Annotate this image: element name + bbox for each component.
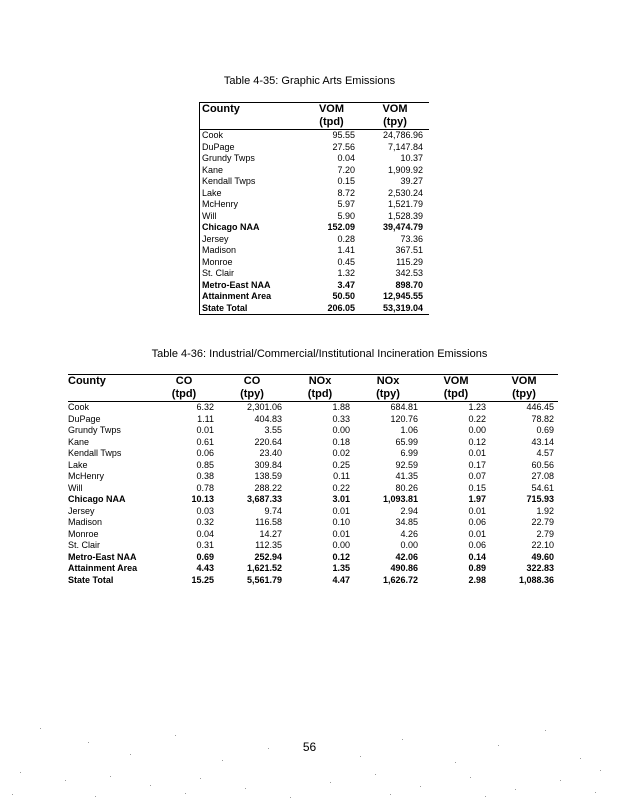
value-cell: 322.83 <box>526 563 554 573</box>
value-cell: 0.15 <box>337 176 355 186</box>
table-row <box>68 414 558 426</box>
value-cell: 2.79 <box>536 528 554 539</box>
table-row <box>68 483 558 495</box>
value-cell: 1.35 <box>332 563 350 573</box>
value-cell: 0.15 <box>468 482 486 493</box>
value-cell: 1,621.52 <box>246 563 282 573</box>
county-cell: DuPage <box>68 413 101 424</box>
value-cell: 446.45 <box>526 402 554 412</box>
value-cell: 0.22 <box>332 482 350 493</box>
value-cell: 1.88 <box>332 402 350 412</box>
value-cell: 92.59 <box>395 459 418 470</box>
value-cell: 1.41 <box>337 245 355 255</box>
value-cell: 288.22 <box>254 482 282 493</box>
value-cell: 0.69 <box>196 551 214 562</box>
value-cell: 2,301.06 <box>246 402 282 412</box>
value-cell: 1,093.81 <box>382 494 418 504</box>
table-body <box>200 130 430 315</box>
county-cell: St. Clair <box>202 268 235 278</box>
value-cell: 78.82 <box>531 413 554 424</box>
county-cell: Jersey <box>68 505 95 516</box>
value-cell: 0.45 <box>337 256 355 267</box>
column-unit: (tpy) <box>361 116 429 130</box>
table-row <box>200 234 430 246</box>
value-cell: 5.90 <box>337 210 355 221</box>
table-row <box>200 211 430 223</box>
county-cell: Cook <box>202 130 224 140</box>
value-cell: 715.93 <box>526 494 554 504</box>
value-cell: 1.06 <box>400 425 418 435</box>
value-cell: 0.61 <box>196 436 214 447</box>
value-cell: 3.55 <box>264 425 282 435</box>
value-cell: 39.27 <box>400 176 423 186</box>
table-row <box>68 471 558 483</box>
value-cell: 0.01 <box>196 425 214 435</box>
county-cell: McHenry <box>68 471 105 481</box>
table-row <box>68 437 558 449</box>
value-cell: 3.47 <box>337 279 355 290</box>
value-cell: 34.85 <box>395 517 418 527</box>
value-cell: 0.06 <box>468 517 486 527</box>
county-cell: Madison <box>202 245 237 255</box>
value-cell: 22.79 <box>531 517 554 527</box>
table-row <box>68 425 558 437</box>
value-cell: 15.25 <box>191 574 214 585</box>
value-cell: 1,909.92 <box>387 164 423 175</box>
value-cell: 39,474.79 <box>382 222 423 232</box>
county-cell: Will <box>202 210 217 221</box>
graphic-arts-emissions-table <box>199 102 429 315</box>
value-cell: 0.04 <box>337 153 355 163</box>
table-row <box>200 245 430 257</box>
value-cell: 1.32 <box>337 268 355 278</box>
value-cell: 342.53 <box>395 268 423 278</box>
value-cell: 898.70 <box>395 279 423 290</box>
column-header: VOM <box>302 103 361 117</box>
column-header: VOM <box>361 103 429 117</box>
column-unit: (tpd) <box>422 388 490 402</box>
column-header: County <box>68 375 150 389</box>
value-cell: 50.50 <box>332 291 355 301</box>
column-unit: (tpd) <box>302 116 361 130</box>
value-cell: 252.94 <box>254 551 282 562</box>
value-cell: 0.38 <box>196 471 214 481</box>
value-cell: 0.06 <box>196 448 214 458</box>
value-cell: 6.99 <box>400 448 418 458</box>
value-cell: 309.84 <box>254 459 282 470</box>
value-cell: 0.00 <box>400 540 418 550</box>
table-row <box>200 153 430 165</box>
table-body <box>68 402 558 587</box>
value-cell: 120.76 <box>390 413 418 424</box>
value-cell: 0.00 <box>332 540 350 550</box>
table-row <box>68 506 558 518</box>
value-cell: 1.92 <box>536 505 554 516</box>
value-cell: 23.40 <box>259 448 282 458</box>
table-row <box>200 291 430 303</box>
table-row <box>68 563 558 575</box>
table-row <box>200 176 430 188</box>
value-cell: 60.56 <box>531 459 554 470</box>
value-cell: 7.20 <box>337 164 355 175</box>
value-cell: 3,687.33 <box>246 494 282 504</box>
value-cell: 10.37 <box>400 153 423 163</box>
value-cell: 43.14 <box>531 436 554 447</box>
value-cell: 1.97 <box>468 494 486 504</box>
value-cell: 4.57 <box>536 448 554 458</box>
value-cell: 8.72 <box>337 187 355 198</box>
value-cell: 27.56 <box>332 141 355 152</box>
value-cell: 5.97 <box>337 199 355 209</box>
value-cell: 0.03 <box>196 505 214 516</box>
county-cell: State Total <box>68 574 114 585</box>
value-cell: 112.35 <box>255 540 282 550</box>
value-cell: 0.85 <box>196 459 214 470</box>
value-cell: 404.83 <box>254 413 282 424</box>
value-cell: 367.51 <box>395 245 423 255</box>
column-header: VOM <box>490 375 558 389</box>
value-cell: 206.05 <box>302 303 361 315</box>
table-row <box>68 402 558 414</box>
county-cell: McHenry <box>202 199 239 209</box>
value-cell: 1,626.72 <box>382 574 418 585</box>
column-header: VOM <box>422 375 490 389</box>
value-cell: 2.94 <box>400 505 418 516</box>
value-cell: 0.89 <box>468 563 486 573</box>
value-cell: 0.11 <box>333 471 350 481</box>
value-cell: 0.01 <box>332 528 350 539</box>
value-cell: 490.86 <box>390 563 418 573</box>
value-cell: 12,945.55 <box>382 291 423 301</box>
table-row <box>68 575 558 587</box>
table-row <box>200 130 430 142</box>
county-cell: Chicago NAA <box>202 222 260 232</box>
county-cell: Jersey <box>202 233 229 244</box>
county-cell: Lake <box>202 187 222 198</box>
value-cell: 152.09 <box>327 222 355 232</box>
table-row <box>68 529 558 541</box>
county-cell: DuPage <box>202 141 235 152</box>
value-cell: 2.98 <box>468 574 486 585</box>
value-cell: 0.00 <box>332 425 350 435</box>
value-cell: 0.04 <box>196 528 214 539</box>
county-cell: State Total <box>200 303 303 315</box>
table-row <box>200 199 430 211</box>
column-header: CO <box>218 375 286 389</box>
column-unit: (tpd) <box>150 388 218 402</box>
value-cell: 1.23 <box>468 402 486 412</box>
table-row <box>68 552 558 564</box>
county-cell: Attainment Area <box>202 291 272 301</box>
county-cell: Grundy Twps <box>68 425 121 435</box>
county-cell: Monroe <box>68 528 99 539</box>
value-cell: 0.12 <box>468 436 486 447</box>
value-cell: 24,786.96 <box>382 130 423 140</box>
value-cell: 0.01 <box>332 505 350 516</box>
table-row <box>200 165 430 177</box>
value-cell: 53,319.04 <box>361 303 429 315</box>
county-cell: Will <box>68 482 83 493</box>
table-row <box>68 460 558 472</box>
value-cell: 2,530.24 <box>387 187 423 198</box>
table-row <box>200 268 430 280</box>
table-row <box>200 222 430 234</box>
table-36-caption: Table 4-36: Industrial/Commercial/Institutional Incineration Emissions <box>151 348 488 360</box>
value-cell: 6.32 <box>196 402 214 412</box>
value-cell: 0.14 <box>468 551 486 562</box>
page-number: 56 <box>302 740 317 754</box>
table-row <box>200 280 430 292</box>
value-cell: 49.60 <box>531 551 554 562</box>
table-row <box>200 188 430 200</box>
table-row <box>200 303 430 315</box>
value-cell: 0.18 <box>332 436 350 447</box>
value-cell: 5,561.79 <box>246 574 282 585</box>
table-header-row <box>200 103 430 117</box>
value-cell: 0.33 <box>332 413 350 424</box>
table-row <box>68 448 558 460</box>
county-cell: Kendall Twps <box>68 448 122 458</box>
value-cell: 65.99 <box>395 436 418 447</box>
table-row <box>68 517 558 529</box>
county-cell: Metro-East NAA <box>202 279 271 290</box>
value-cell: 73.36 <box>400 233 423 244</box>
column-unit: (tpd) <box>286 388 354 402</box>
table-row <box>200 142 430 154</box>
table-row <box>200 257 430 269</box>
value-cell: 1.11 <box>197 413 214 424</box>
county-cell: Madison <box>68 517 103 527</box>
value-cell: 22.10 <box>531 540 554 550</box>
value-cell: 4.43 <box>196 563 214 573</box>
value-cell: 0.69 <box>536 425 554 435</box>
column-unit: (tpy) <box>490 388 558 402</box>
value-cell: 0.01 <box>468 528 486 539</box>
county-cell: Kendall Twps <box>202 176 256 186</box>
county-cell: Monroe <box>202 256 233 267</box>
county-cell: Chicago NAA <box>68 494 126 504</box>
value-cell: 42.06 <box>395 551 418 562</box>
value-cell: 9.74 <box>264 505 282 516</box>
value-cell: 116.58 <box>255 517 282 527</box>
value-cell: 0.32 <box>196 517 214 527</box>
county-cell: Lake <box>68 459 88 470</box>
county-cell: Grundy Twps <box>202 153 255 163</box>
value-cell: 0.01 <box>468 448 486 458</box>
county-cell: St. Clair <box>68 540 101 550</box>
value-cell: 3.01 <box>332 494 350 504</box>
value-cell: 220.64 <box>254 436 282 447</box>
value-cell: 4.26 <box>400 528 418 539</box>
value-cell: 95.55 <box>332 130 355 140</box>
table-row <box>68 540 558 552</box>
value-cell: 0.25 <box>332 459 350 470</box>
value-cell: 115.29 <box>396 256 423 267</box>
value-cell: 0.01 <box>468 505 486 516</box>
county-cell: Metro-East NAA <box>68 551 137 562</box>
value-cell: 0.12 <box>332 551 350 562</box>
column-header: NOx <box>354 375 422 389</box>
county-cell: Kane <box>202 164 224 175</box>
value-cell: 80.26 <box>395 482 418 493</box>
value-cell: 41.35 <box>395 471 418 481</box>
county-cell: Kane <box>68 436 90 447</box>
value-cell: 4.47 <box>332 574 350 585</box>
table-header-row <box>68 375 558 389</box>
value-cell: 0.06 <box>468 540 486 550</box>
value-cell: 0.31 <box>196 540 214 550</box>
county-cell: Attainment Area <box>68 563 138 573</box>
value-cell: 0.22 <box>468 413 486 424</box>
column-unit <box>200 116 303 130</box>
column-header: NOx <box>286 375 354 389</box>
value-cell: 1,088.36 <box>518 574 554 585</box>
incineration-emissions-table <box>68 374 558 586</box>
table-unit-row <box>68 388 558 402</box>
value-cell: 54.61 <box>531 482 554 493</box>
column-unit <box>68 388 150 402</box>
value-cell: 10.13 <box>191 494 214 504</box>
value-cell: 684.81 <box>390 402 418 412</box>
value-cell: 0.00 <box>468 425 486 435</box>
value-cell: 0.17 <box>468 459 486 470</box>
value-cell: 0.10 <box>332 517 350 527</box>
value-cell: 138.59 <box>254 471 282 481</box>
column-header: CO <box>150 375 218 389</box>
value-cell: 27.08 <box>531 471 554 481</box>
value-cell: 0.02 <box>332 448 350 458</box>
value-cell: 14.27 <box>259 528 282 539</box>
value-cell: 0.78 <box>196 482 214 493</box>
table-row <box>68 494 558 506</box>
value-cell: 0.07 <box>468 471 486 481</box>
column-unit: (tpy) <box>354 388 422 402</box>
value-cell: 7,147.84 <box>387 141 423 152</box>
table-unit-row <box>200 116 430 130</box>
table-35-caption: Table 4-35: Graphic Arts Emissions <box>223 75 396 87</box>
value-cell: 1,521.79 <box>387 199 423 209</box>
value-cell: 0.28 <box>337 233 355 244</box>
value-cell: 1,528.39 <box>387 210 423 221</box>
column-header: County <box>200 103 303 117</box>
county-cell: Cook <box>68 402 90 412</box>
column-unit: (tpy) <box>218 388 286 402</box>
